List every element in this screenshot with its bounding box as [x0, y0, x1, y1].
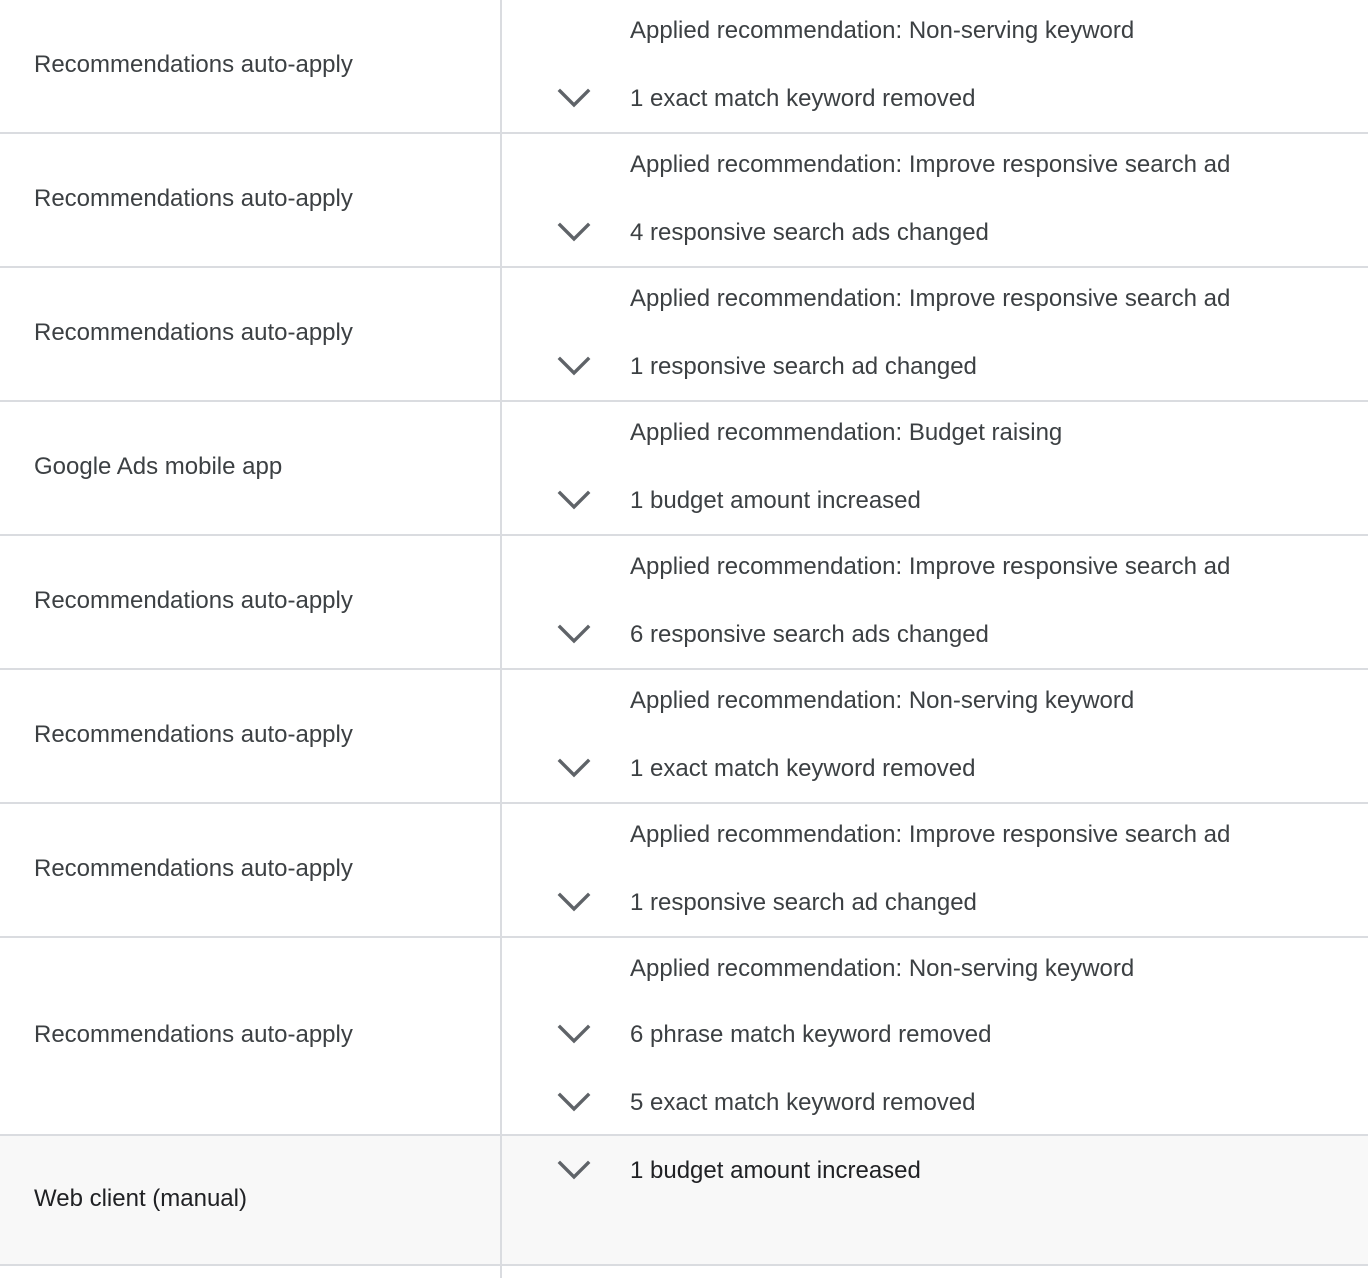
- table-row: [0, 804, 1368, 938]
- chevron-down-icon[interactable]: [554, 1084, 594, 1124]
- change-header: Applied recommendation: Improve responsive search ad: [630, 821, 1231, 848]
- table-row: [0, 268, 1368, 402]
- change-source: Web client (manual): [34, 1185, 247, 1212]
- chevron-down-icon[interactable]: [554, 1152, 594, 1192]
- chevron-down-icon[interactable]: [554, 482, 594, 522]
- change-summary: 6 phrase match keyword removed: [630, 1021, 992, 1048]
- change-detail: [500, 80, 1368, 120]
- chevron-down-icon[interactable]: [554, 80, 594, 120]
- change-summary: 1 budget amount increased: [630, 487, 921, 514]
- change-header: Applied recommendation: Non-serving keyword: [630, 687, 1135, 714]
- change-detail: [500, 1152, 1368, 1192]
- change-header: Applied recommendation: Non-serving keyword: [630, 955, 1135, 982]
- change-header: Applied recommendation: Non-serving keyword: [630, 17, 1135, 44]
- change-detail: [500, 616, 1368, 656]
- table-row: [0, 0, 1368, 134]
- change-summary: 1 responsive search ad changed: [630, 889, 977, 916]
- change-header: Applied recommendation: Improve responsive search ad: [630, 285, 1231, 312]
- table-row: [0, 402, 1368, 536]
- change-source: Recommendations auto-apply: [34, 721, 353, 748]
- chevron-down-icon[interactable]: [554, 750, 594, 790]
- change-summary: 6 responsive search ads changed: [630, 621, 989, 648]
- change-summary: 1 budget amount increased: [630, 1157, 921, 1184]
- change-source: Recommendations auto-apply: [34, 855, 353, 882]
- change-header: Applied recommendation: Budget raising: [630, 419, 1063, 446]
- change-header: Applied recommendation: Improve responsive search ad: [630, 553, 1231, 580]
- change-source: Recommendations auto-apply: [34, 319, 353, 346]
- table-row: [0, 536, 1368, 670]
- column-divider: [500, 1264, 502, 1278]
- change-source: Recommendations auto-apply: [34, 587, 353, 614]
- table-row: [0, 134, 1368, 268]
- change-summary: 4 responsive search ads changed: [630, 219, 989, 246]
- chevron-down-icon[interactable]: [554, 616, 594, 656]
- change-detail: [500, 1016, 1368, 1056]
- change-summary: 1 responsive search ad changed: [630, 353, 977, 380]
- chevron-down-icon[interactable]: [554, 214, 594, 254]
- change-detail: [500, 348, 1368, 388]
- change-source: Recommendations auto-apply: [34, 185, 353, 212]
- change-detail: [500, 214, 1368, 254]
- table-row: [0, 670, 1368, 804]
- change-detail: [500, 884, 1368, 924]
- change-detail: [500, 482, 1368, 522]
- table-row: [0, 938, 1368, 1136]
- change-source: Recommendations auto-apply: [34, 51, 353, 78]
- change-summary: 1 exact match keyword removed: [630, 755, 976, 782]
- change-summary: 5 exact match keyword removed: [630, 1089, 976, 1116]
- change-source: Recommendations auto-apply: [34, 1021, 353, 1048]
- chevron-down-icon[interactable]: [554, 348, 594, 388]
- chevron-down-icon[interactable]: [554, 1016, 594, 1056]
- chevron-down-icon[interactable]: [554, 884, 594, 924]
- change-detail: [500, 750, 1368, 790]
- change-detail: [500, 1084, 1368, 1124]
- table-row: [0, 1136, 1368, 1266]
- change-header: Applied recommendation: Improve responsive search ad: [630, 151, 1231, 178]
- change-summary: 1 exact match keyword removed: [630, 85, 976, 112]
- change-source: Google Ads mobile app: [34, 453, 283, 480]
